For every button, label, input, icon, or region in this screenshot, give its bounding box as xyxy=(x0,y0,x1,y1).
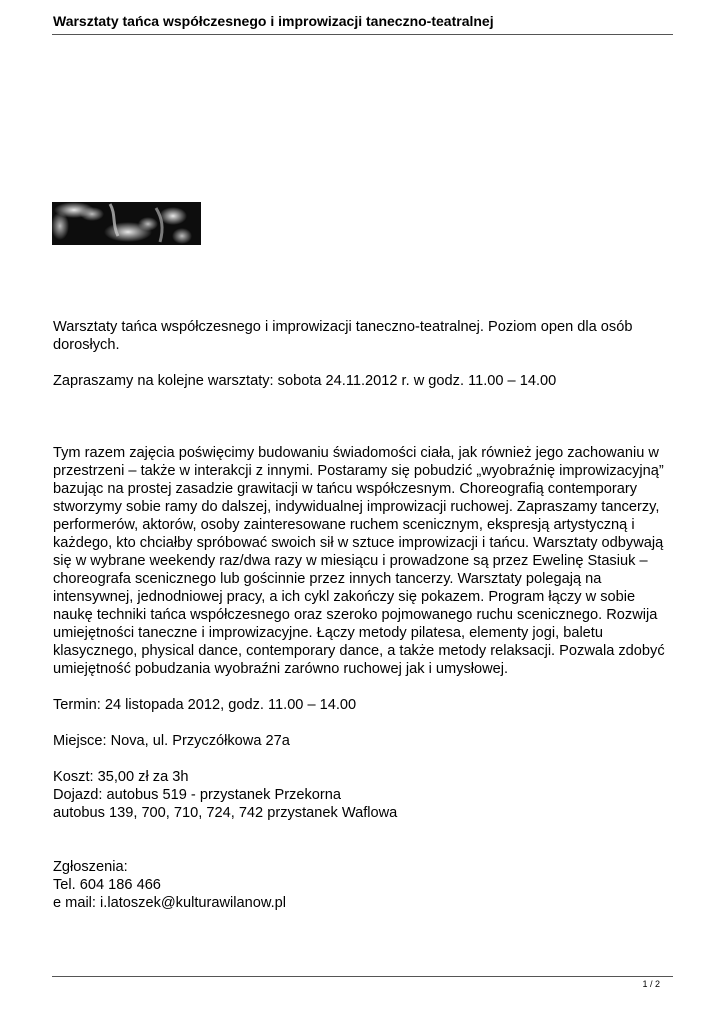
spacer xyxy=(53,714,678,732)
body-line: bazując na prostej zasadzie grawitacji w tańcu współczesnym. Choreografią contemporary xyxy=(53,481,638,497)
body-line: klasycznego, physical dance, contemporary dance, a także metody relaksacji. Pozwala zdobyć xyxy=(53,643,665,659)
header-divider xyxy=(52,34,673,35)
term-text: Termin: 24 listopada 2012, godz. 11.00 – 14.00 xyxy=(53,697,357,713)
document-title: Warsztaty tańca współczesnego i improwizacji taneczno-teatralnej xyxy=(53,13,494,29)
body-line: naukę techniki tańca współczesnego oraz szeroko pojmowanego ruchu scenicznego. Rozwija xyxy=(53,607,658,623)
spacer xyxy=(53,750,678,768)
spacer xyxy=(53,354,678,372)
body-line: umiejętności taneczne i improwizacyjne. Łączy metody pilatesa, elementy jogi, baletu xyxy=(53,625,603,641)
spacer xyxy=(53,390,678,426)
footer-divider xyxy=(52,976,673,977)
intro-line: Warsztaty tańca współczesnego i improwizacji taneczno-teatralnej. Poziom open dla osób xyxy=(53,319,633,335)
dance-photo xyxy=(52,202,201,245)
dance-photo-graphic xyxy=(52,202,201,245)
email-text: e mail: i.latoszek@kulturawilanow.pl xyxy=(53,895,287,911)
cost-text: Koszt: 35,00 zł za 3h xyxy=(53,769,189,785)
registration-label: Zgłoszenia: xyxy=(53,859,128,875)
intro-line: dorosłych. xyxy=(53,337,120,353)
spacer xyxy=(53,426,678,444)
transport-text: Dojazd: autobus 519 - przystanek Przekorna xyxy=(53,787,341,803)
body-line: Tym razem zajęcia poświęcimy budowaniu świadomości ciała, jak również jego zachowaniu w xyxy=(53,445,659,461)
body-line: intensywnej, jednodniowej pracy, a ich cykl zakończy się pokazem. Program łączy w sobie xyxy=(53,589,636,605)
body-line: choreografa scenicznego lub gościnnie przez innych tancerzy. Warsztaty polegają na xyxy=(53,571,602,587)
place-text: Miejsce: Nova, ul. Przyczółkowa 27a xyxy=(53,733,290,749)
spacer xyxy=(53,822,678,858)
body-line: umiejętność pobudzania wyobraźni zarówno ruchowej jak i umysłowej. xyxy=(53,661,509,677)
body-line: się w wybrane weekendy raz/dwa razy w miesiącu i prowadzone są przez Ewelinę Stasiuk – xyxy=(53,553,648,569)
page-number: 1 / 2 xyxy=(642,979,660,989)
transport-text: autobus 139, 700, 710, 724, 742 przystanek Waflowa xyxy=(53,805,398,821)
body-line: performerów, aktorów, osoby zainteresowane ruchem scenicznym, ekspresją artystyczną i xyxy=(53,517,635,533)
body-line: każdego, kto chciałby spróbować swoich sił w sztuce improwizacji i tańcu. Warsztaty odbywają xyxy=(53,535,664,551)
body-line: stworzymy sobie ramy do dalszej, indywidualnej improwizacji ruchowej. Zapraszamy tancerzy, xyxy=(53,499,660,515)
body-line: przestrzeni – także w interakcji z innymi. Postaramy się pobudzić „wyobraźnię improwizacyjną” xyxy=(53,463,664,479)
invitation-text: Zapraszamy na kolejne warsztaty: sobota 24.11.2012 r. w godz. 11.00 – 14.00 xyxy=(53,373,557,389)
phone-text: Tel. 604 186 466 xyxy=(53,877,161,893)
spacer xyxy=(53,678,678,696)
article-body xyxy=(53,318,678,912)
